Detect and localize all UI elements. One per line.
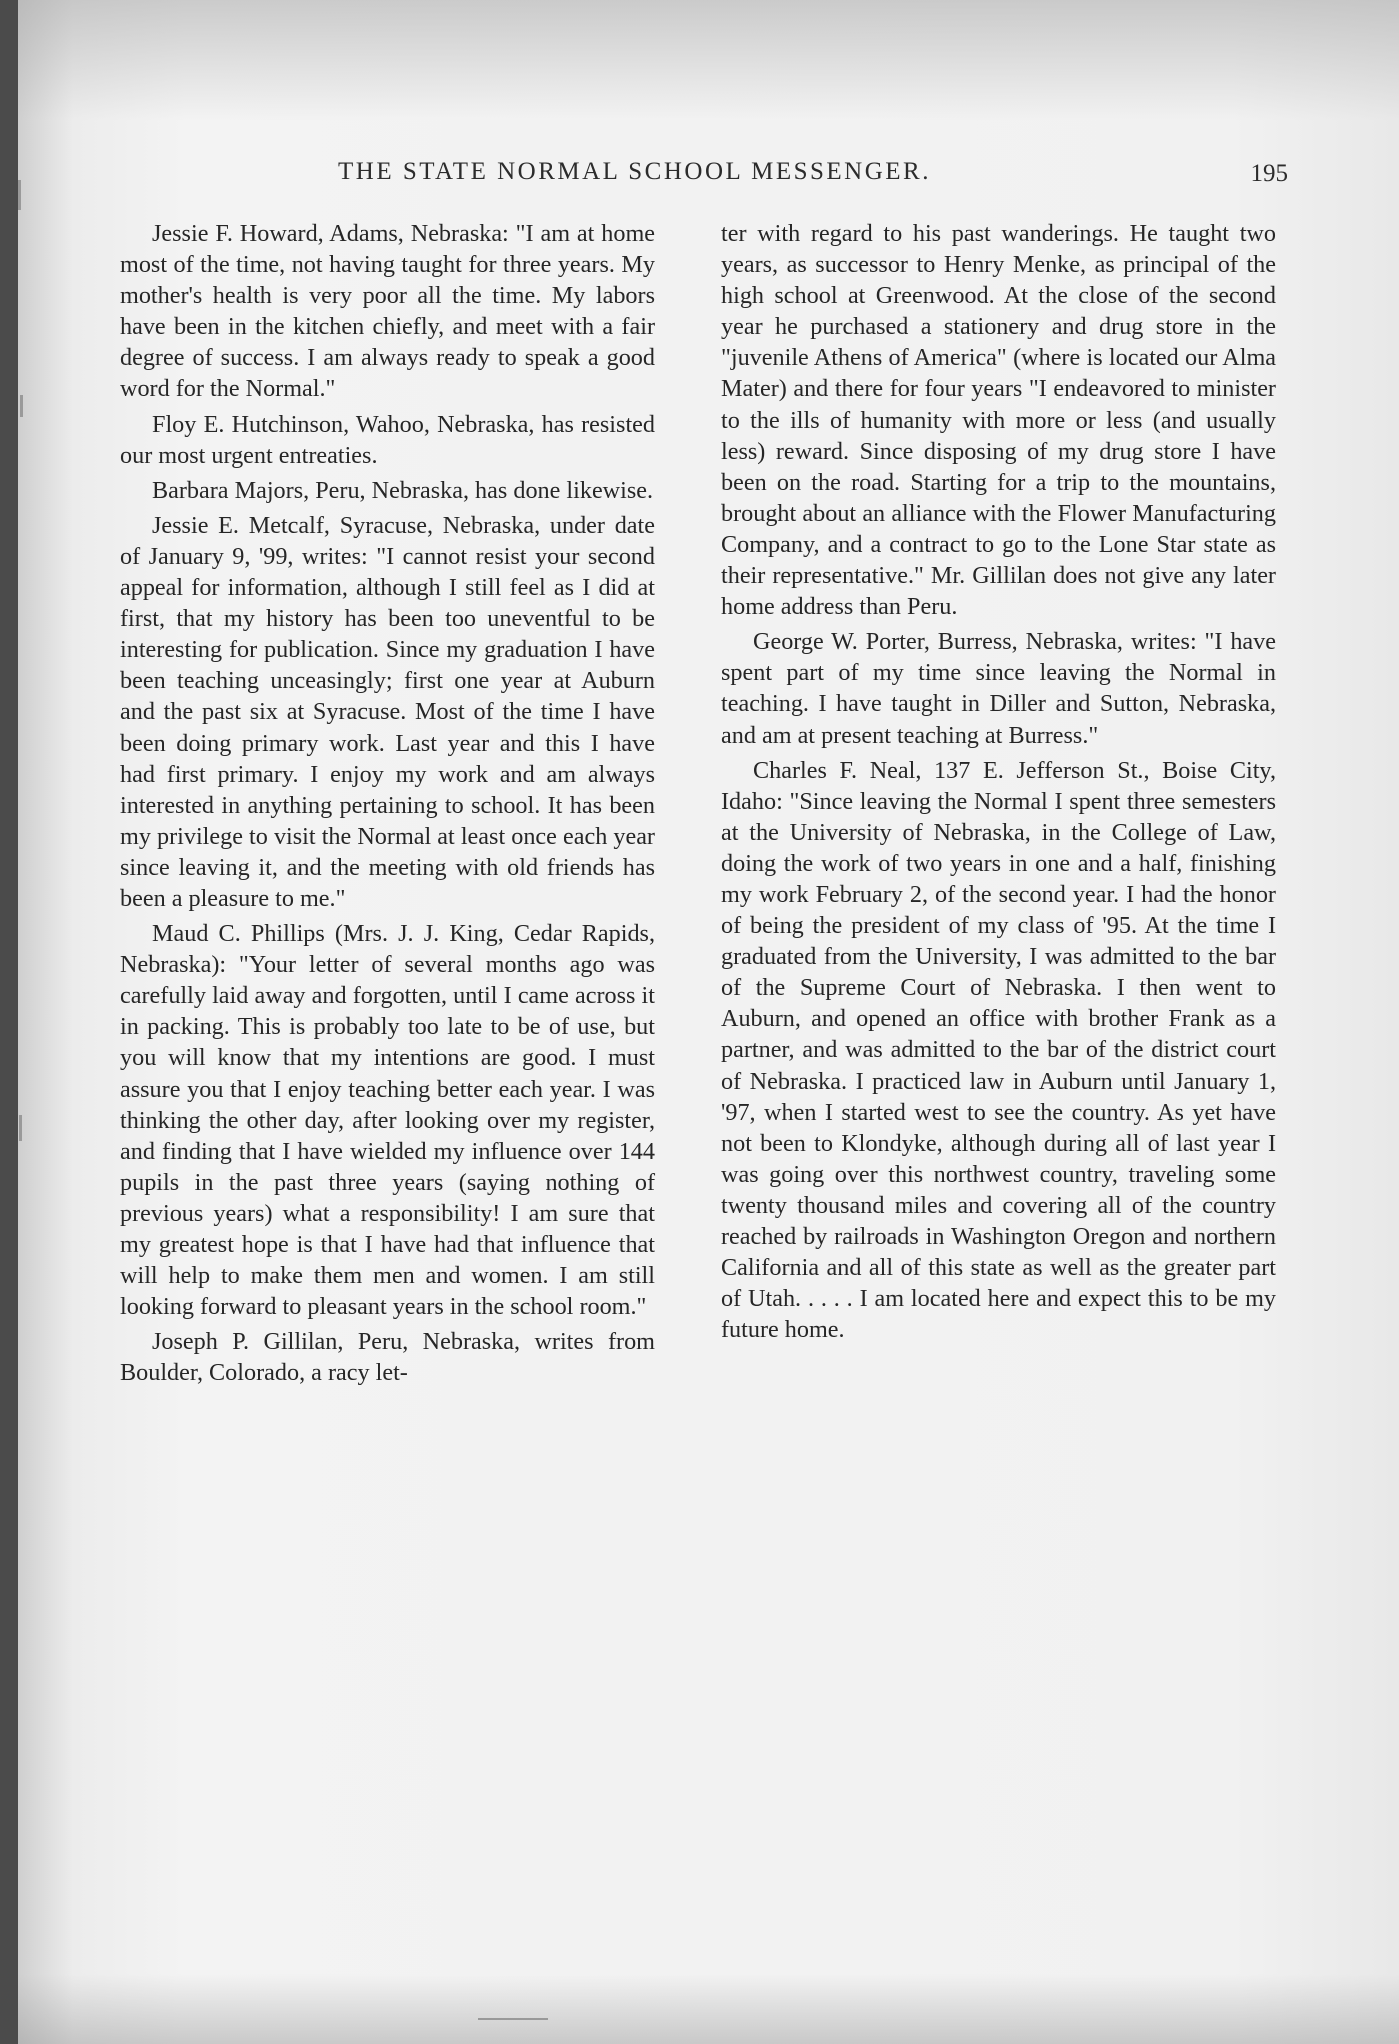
paragraph: George W. Porter, Burress, Nebraska, writes: "I have spent part of my time since leaving the Normal in teaching. I have taught in Diller and Sutton, Nebraska, and am at present teaching at Burress." — [721, 628, 1276, 749]
scan-mark — [20, 395, 23, 417]
scan-mark — [19, 1115, 22, 1141]
paragraph: Charles F. Neal, 137 E. Jefferson St., Boise City, Idaho: "Since leaving the Normal I spent three semesters at the University of Nebraska, in the College of Law, doing the work of two years in one and a half, finishing my work February 2, of the second year. I had the honor of being the president of my class of '95. At the time I graduated from the University, I was admitted to the bar of the Supreme Court of Nebraska. I then went to Auburn, and opened an office with brother Frank as a partner, and was admitted to the bar of the district court of Nebraska. I practiced law in Auburn until January 1, '97, when I started west to see the country. As yet have not been to Klondyke, although during all of last year I was going over this northwest country, traveling some twenty thousand miles and covering all of the country reached by railroads in Washington Oregon and northern California and all of this state as well as the greater part of Utah. . . . . I am located here and expect this to be my future home. — [721, 756, 1276, 1344]
paragraph: Floy E. Hutchinson, Wahoo, Nebraska, has resisted our most urgent entreaties. — [120, 410, 655, 469]
paragraph: Barbara Majors, Peru, Nebraska, has done likewise. — [152, 476, 654, 504]
paragraph-continued: ter with regard to his past wanderings. He taught two years, as successor to Henry Menke, as principal of the high school at Greenwood. At the close of the second year he purchased a stationery and drug store in the "juvenile Athens of America" (where is located our Alma Mater) and there for four years "I endeavored to minister to the ills of humanity with more or less (and usually less) reward. Since disposing of my drug store I have been on the road. Starting for a trip to the mountains, brought about an alliance with the Flower Manufacturing Company, and a contract to go to the Lone Star state as their representative." Mr. Gillilan does not give any later home address than Peru. — [721, 220, 1276, 621]
paragraph: Jessie F. Howard, Adams, Nebraska: "I am at home most of the time, not having taught for three years. My mother's health is very poor all the time. My labors have been in the kitchen chiefly, and meet with a fair degree of success. I am always ready to speak a good word for the Normal." — [120, 220, 655, 403]
page-number: 195 — [1250, 160, 1288, 187]
running-header — [338, 158, 1288, 198]
paragraph: Joseph P. Gillilan, Peru, Nebraska, writes from Boulder, Colorado, a racy let- — [120, 1328, 655, 1387]
left-column — [120, 218, 655, 1392]
journal-title: THE STATE NORMAL SCHOOL MESSENGER. — [338, 158, 931, 185]
scanned-page — [18, 0, 1399, 2044]
scan-mark — [478, 2018, 548, 2020]
paragraph: Jessie E. Metcalf, Syracuse, Nebraska, under date of January 9, '99, writes: "I cannot resist your second appeal for information, although I still feel as I did at first, that my history has been too uneventful to be interesting for publication. Since my graduation I have been teaching unceasingly; first one year at Auburn and the past six at Syracuse. Most of the time I have been doing primary work. Last year and this I have had first primary. I enjoy my work and am always interested in anything pertaining to school. It has been my privilege to visit the Normal at least once each year since leaving it, and the meeting with old friends has been a pleasure to me." — [120, 511, 655, 912]
right-column — [721, 218, 1276, 1349]
paragraph: Maud C. Phillips (Mrs. J. J. King, Cedar Rapids, Nebraska): "Your letter of several months ago was carefully laid away and forgotten, until I came across it in packing. This is probably too late to be of use, but you will know that my intentions are good. I must assure you that I enjoy teaching better each year. I was thinking the other day, after looking over my register, and finding that I have wielded my influence over 144 pupils in the past three years (saying nothing of previous years) what a responsibility! I am sure that my greatest hope is that I have had that influence that will help to make them men and women. I am still looking forward to pleasant years in the school room." — [120, 920, 655, 1321]
scan-mark — [18, 180, 21, 210]
